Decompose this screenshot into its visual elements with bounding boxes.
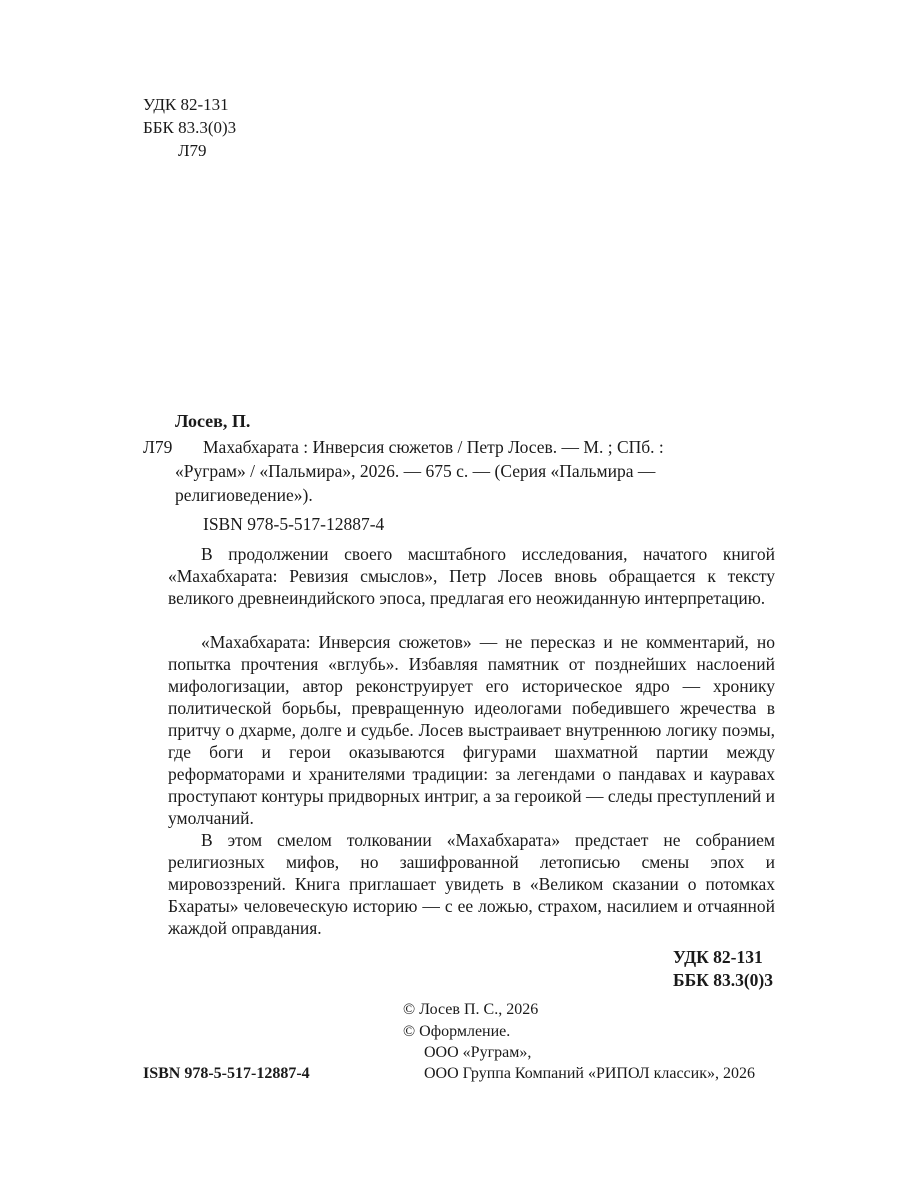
author-heading: Лосев, П. (175, 411, 251, 431)
copyright-publisher-1: ООО «Руграм», (424, 1044, 532, 1061)
record-line-3: религиоведение»). (175, 485, 313, 505)
annotation-paragraph-2: «Махабхарата: Инверсия сюжетов» — не пересказ и не комментарий, но попытка прочтения «вглубь». Избавляя памятник от позднейших наслоений мифологизации, автор реконструирует его историческое ядро — хронику политической борьбы, превращенную идеологами победившего жречества в притчу о дхарме, долге и судьбе. Лосев выстраивает внутреннюю логику поэмы, где боги и герои оказываются фигурами шахматной партии между реформаторами и хранителями традиции: за легендами о пандавах и кауравах проступают контуры придворных интриг, а за героикой — следы преступлений и умолчаний. (168, 632, 775, 828)
udk-code-bottom: УДК 82-131 (673, 947, 763, 967)
annotation-paragraph-1: В продолжении своего масштабного исследования, начатого книгой «Махабхарата: Ревизия смыслов», Петр Лосев вновь обращается к тексту великого древнеиндийского эпоса, предлагая его неожиданную интерпретацию. (168, 544, 775, 608)
footer-isbn: ISBN 978-5-517-12887-4 (143, 1065, 310, 1082)
annotation-paragraph-3: В этом смелом толковании «Махабхарата» предстает не собранием религиозных мифов, но зашифрованной летописью смены эпох и мировоззрений. Книга приглашает увидеть в «Великом сказании о потомках Бхараты» человеческую историю — с ее ложью, страхом, насилием и отчаянной жаждой оправдания. (168, 830, 775, 938)
author-mark: Л79 (143, 437, 173, 457)
copyright-publisher-2: ООО Группа Компаний «РИПОЛ классик», 2026 (424, 1065, 755, 1082)
copyright-author: © Лосев П. С., 2026 (403, 1001, 539, 1018)
udk-code-top: УДК 82-131 (143, 95, 229, 114)
record-line-1: Махабхарата : Инверсия сюжетов / Петр Лосев. — М. ; СПб. : (203, 437, 664, 457)
bbk-code-top: ББК 83.3(0)3 (143, 118, 237, 137)
author-mark-top: Л79 (178, 141, 207, 160)
record-line-2: «Руграм» / «Пальмира», 2026. — 675 с. — (Серия «Пальмира — (175, 461, 656, 481)
copyright-design: © Оформление. (403, 1023, 511, 1040)
bbk-code-bottom: ББК 83.3(0)3 (673, 970, 773, 990)
record-isbn: ISBN 978-5-517-12887-4 (203, 514, 385, 534)
